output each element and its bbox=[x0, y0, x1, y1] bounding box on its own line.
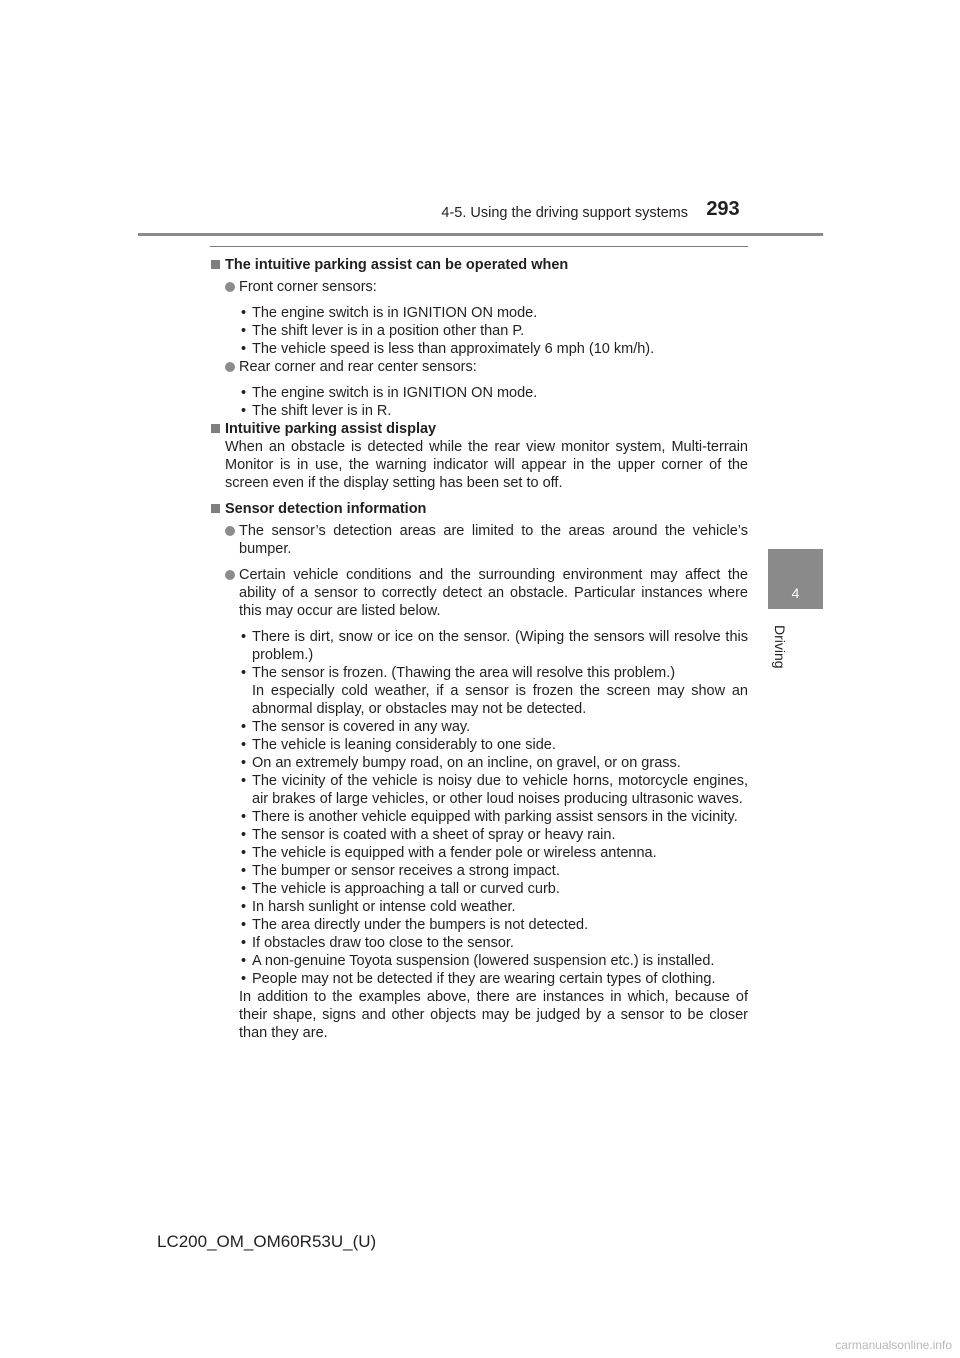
chapter-tab bbox=[768, 549, 823, 609]
rear-sensors-item: Rear corner and rear center sensors: bbox=[211, 358, 748, 376]
header-divider bbox=[138, 233, 823, 236]
header-section-title: 4-5. Using the driving support systems bbox=[441, 205, 688, 221]
chapter-label: Driving bbox=[772, 625, 788, 669]
list-item: • There is another vehicle equipped with parking assist sensors in the vicinity. bbox=[241, 809, 738, 825]
section-heading-detection: Sensor detection information bbox=[211, 500, 748, 518]
frozen-note: In especially cold weather, if a sensor is frozen the screen may show an abnormal display, or obstacles may not be detected. bbox=[252, 683, 748, 717]
list-item: • The sensor is frozen. (Thawing the area will resolve this problem.) bbox=[241, 665, 676, 681]
list-item: • The shift lever is in R. bbox=[241, 403, 392, 419]
list-item: • The vicinity of the vehicle is noisy due to vehicle horns, motorcycle engines, air brakes of large vehicles, or other loud noises producing ultrasonic waves. bbox=[241, 773, 748, 807]
display-paragraph: When an obstacle is detected while the rear view monitor system, Multi-terrain Monitor is in use, the warning indicator will appear in the upper corner of the screen even if the display setting has been set to off. bbox=[225, 439, 748, 491]
list-item: • The sensor is covered in any way. bbox=[241, 719, 471, 735]
page-number: 293 bbox=[706, 198, 740, 220]
detection-point-1: The sensor’s detection areas are limited to the areas around the vehicle’s bumper. bbox=[211, 522, 748, 558]
list-item: • People may not be detected if they are wearing certain types of clothing. bbox=[241, 971, 716, 987]
circle-bullet-icon bbox=[225, 362, 235, 372]
square-bullet-icon bbox=[211, 424, 220, 433]
list-item: • The area directly under the bumpers is not detected. bbox=[241, 917, 589, 933]
chapter-number: 4 bbox=[791, 585, 800, 601]
list-item: • The bumper or sensor receives a strong impact. bbox=[241, 863, 560, 879]
list-item: • The vehicle is leaning considerably to one side. bbox=[241, 737, 556, 753]
list-item: • The vehicle is approaching a tall or curved curb. bbox=[241, 881, 560, 897]
page-content bbox=[211, 256, 748, 1042]
list-item: • If obstacles draw too close to the sensor. bbox=[241, 935, 514, 951]
list-item: • The engine switch is in IGNITION ON mode. bbox=[241, 385, 538, 401]
square-bullet-icon bbox=[211, 504, 220, 513]
content-divider bbox=[210, 246, 748, 247]
chapter-label-container bbox=[770, 625, 792, 685]
section-heading-operation: The intuitive parking assist can be operated when bbox=[211, 256, 748, 274]
list-item: • The shift lever is in a position other than P. bbox=[241, 323, 525, 339]
circle-bullet-icon bbox=[225, 282, 235, 292]
list-item: • The engine switch is in IGNITION ON mode. bbox=[241, 305, 538, 321]
list-item: • A non-genuine Toyota suspension (lowered suspension etc.) is installed. bbox=[241, 953, 715, 969]
closing-paragraph: In addition to the examples above, there are instances in which, because of their shape, signs and other objects may be judged by a sensor to be closer than they are. bbox=[239, 989, 748, 1041]
circle-bullet-icon bbox=[225, 526, 235, 536]
section-heading-display: Intuitive parking assist display bbox=[211, 420, 748, 438]
list-item: • The sensor is coated with a sheet of spray or heavy rain. bbox=[241, 827, 616, 843]
watermark: carmanualsonline.info bbox=[835, 1338, 952, 1352]
circle-bullet-icon bbox=[225, 570, 235, 580]
front-sensors-item: Front corner sensors: bbox=[211, 278, 748, 296]
list-item: • The vehicle speed is less than approximately 6 mph (10 km/h). bbox=[241, 341, 655, 357]
square-bullet-icon bbox=[211, 260, 220, 269]
list-item: • The vehicle is equipped with a fender pole or wireless antenna. bbox=[241, 845, 657, 861]
list-item: • On an extremely bumpy road, on an incline, on gravel, or on grass. bbox=[241, 755, 681, 771]
manual-code: LC200_OM_OM60R53U_(U) bbox=[157, 1232, 377, 1251]
detection-point-2: Certain vehicle conditions and the surrounding environment may affect the ability of a sensor to correctly detect an obstacle. Particular instances where this may occur are listed below. bbox=[211, 566, 748, 620]
list-item: • In harsh sunlight or intense cold weather. bbox=[241, 899, 516, 915]
list-item: • There is dirt, snow or ice on the sensor. (Wiping the sensors will resolve this problem.) bbox=[241, 629, 748, 663]
